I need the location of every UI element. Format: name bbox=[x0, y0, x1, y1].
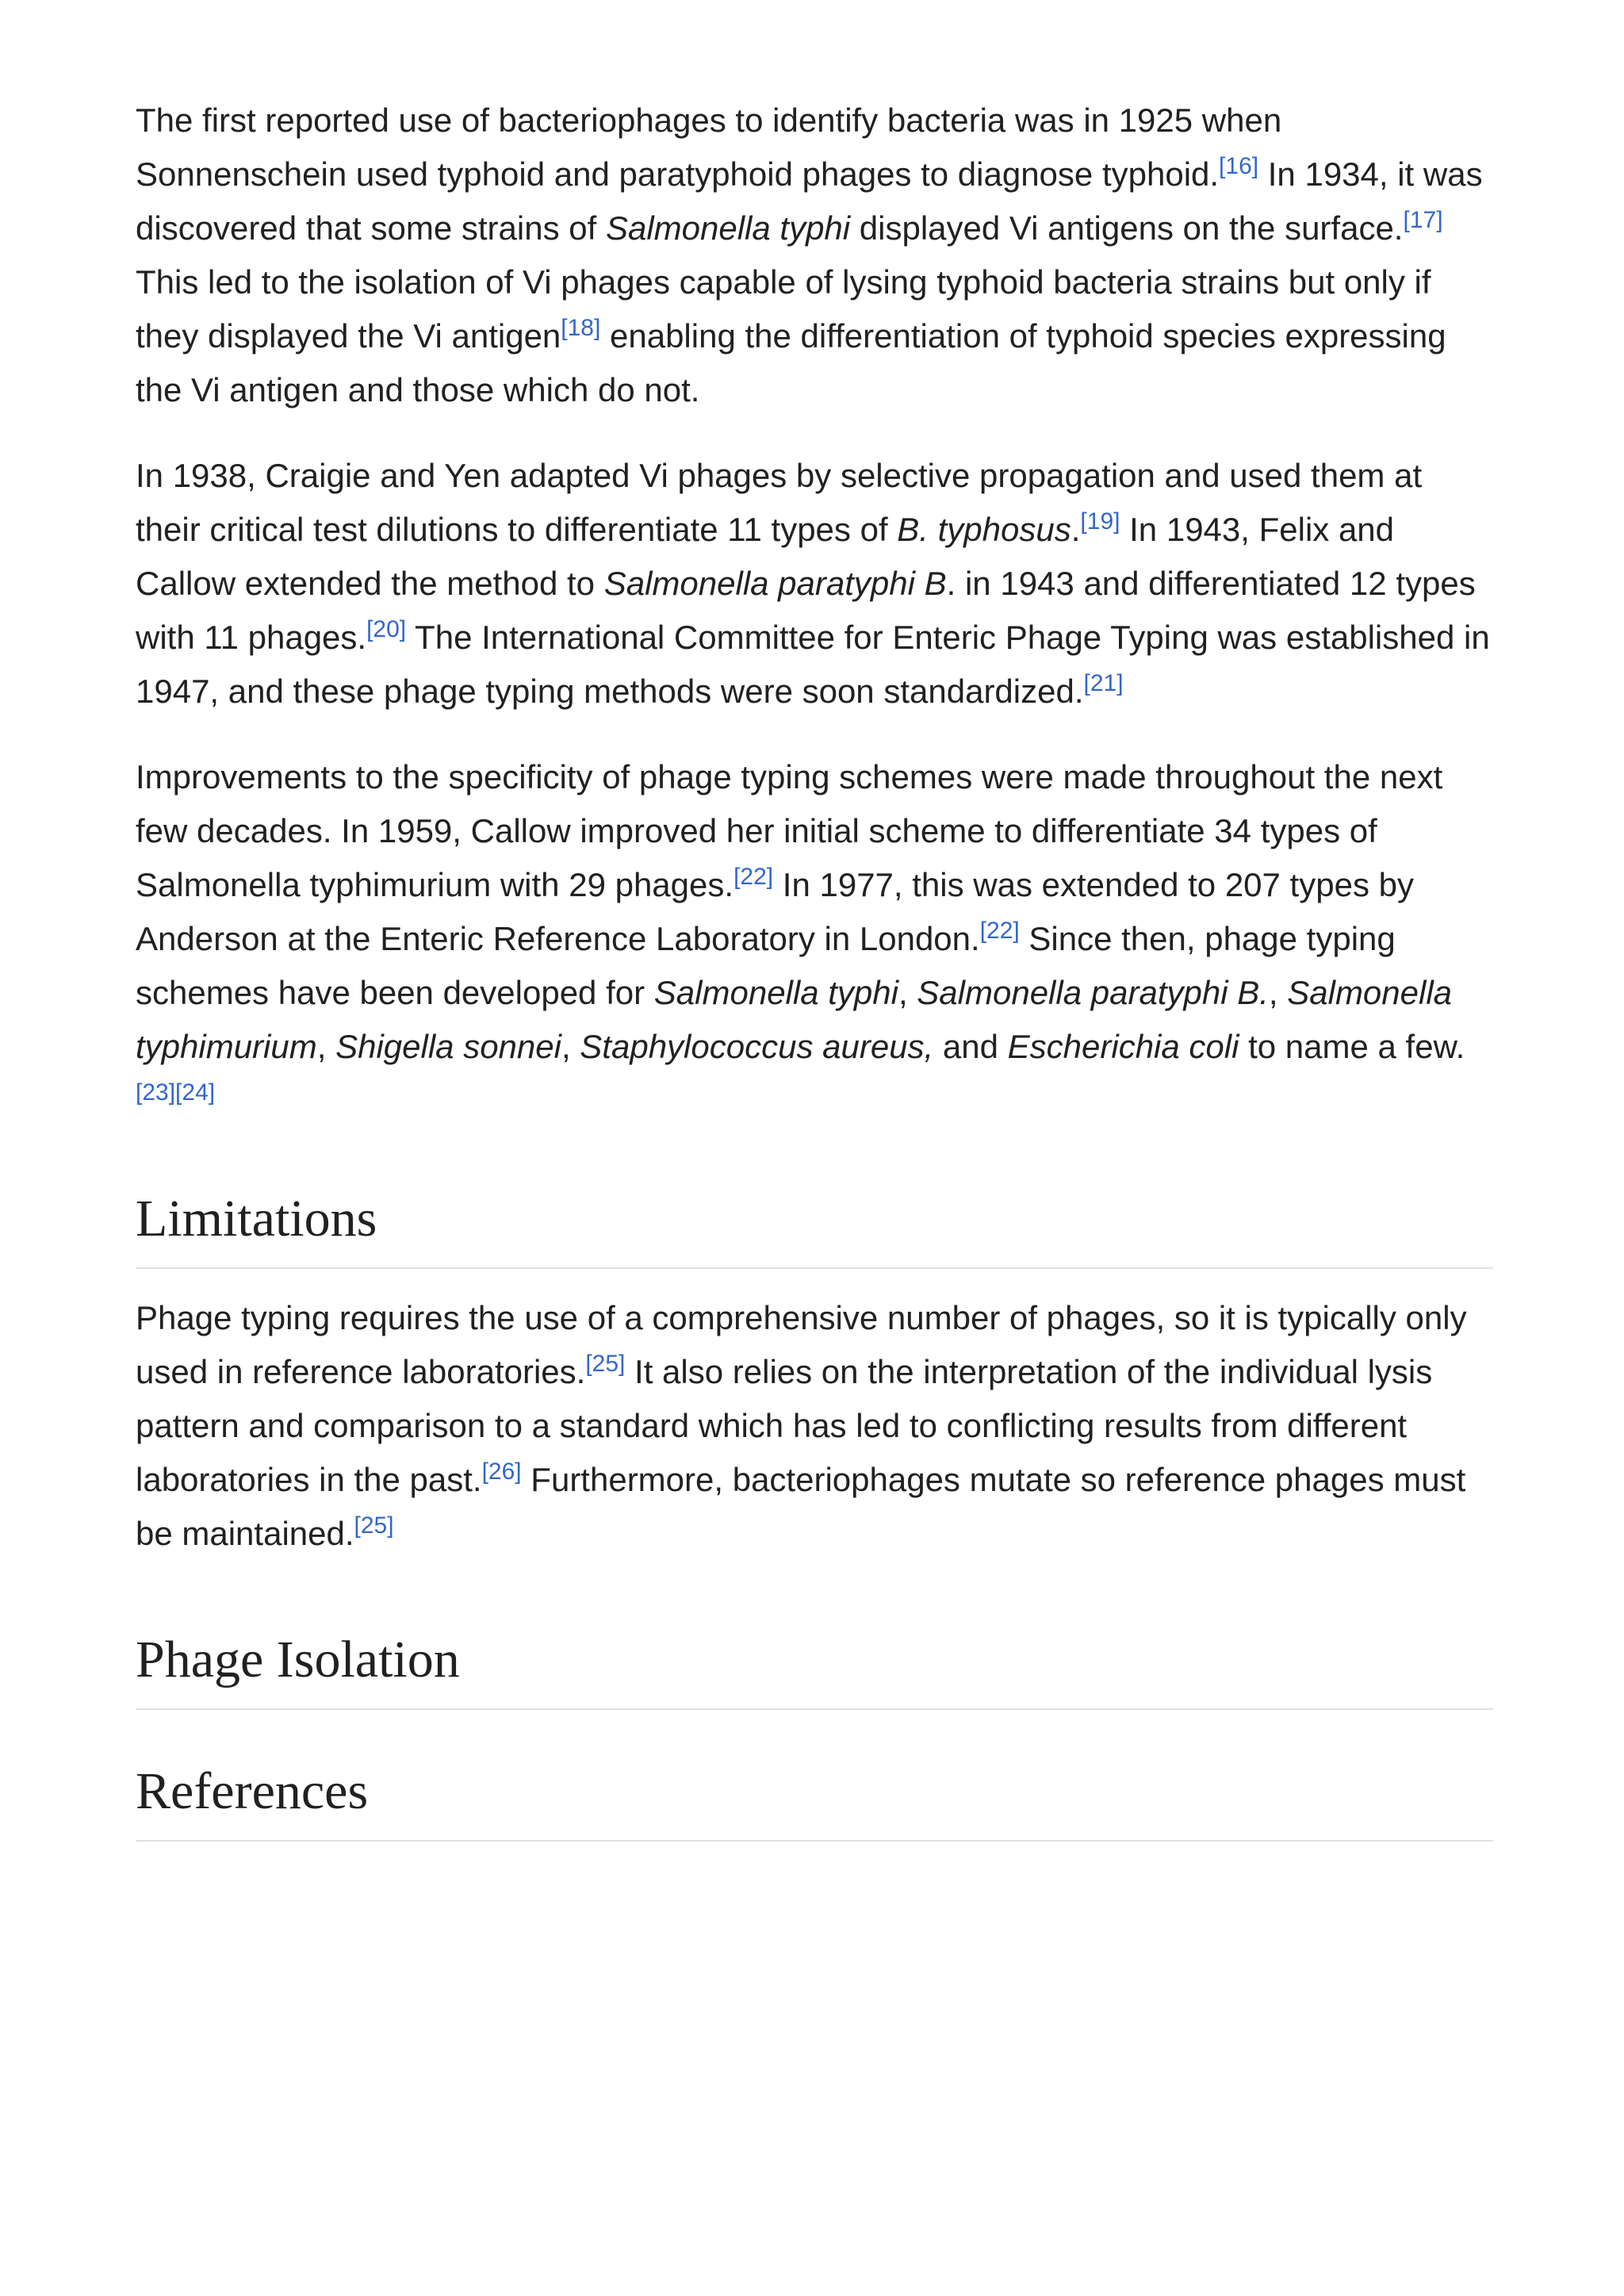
species-name: Staphylococcus aureus, bbox=[580, 1028, 934, 1065]
citation-24[interactable] bbox=[175, 1079, 215, 1106]
text: It also relies on the interpretation of the individual lysis pattern and comparison to a standard which has led to conflicting results from different laboratories in the past. bbox=[136, 1353, 1433, 1498]
citation-23[interactable] bbox=[136, 1079, 175, 1106]
species-name: Salmonella paratyphi B bbox=[603, 565, 947, 602]
citation-18[interactable] bbox=[561, 315, 600, 341]
text: The International Committee for Enteric Phage Typing was established in 1947, and these phage typing methods were soon standardized. bbox=[136, 619, 1490, 710]
text: Phage typing requires the use of a comprehensive number of phages, so it is typically only used in reference laboratories. bbox=[136, 1299, 1467, 1390]
species-name: Salmonella typhimurium bbox=[136, 974, 1453, 1065]
citation-link[interactable]: [21] bbox=[1083, 670, 1124, 696]
history-paragraph-2 bbox=[136, 449, 1493, 719]
citation-link[interactable]: [22] bbox=[979, 918, 1020, 944]
species-name: Escherichia coli bbox=[1007, 1028, 1239, 1065]
citation-link[interactable]: [16] bbox=[1219, 153, 1259, 179]
citation-link[interactable]: [24] bbox=[175, 1079, 216, 1106]
citation-17[interactable] bbox=[1403, 207, 1442, 233]
citation-21[interactable] bbox=[1084, 670, 1124, 696]
text: enabling the differentiation of typhoid species expressing the Vi antigen and those which do not. bbox=[136, 317, 1446, 408]
citation-link[interactable]: [22] bbox=[733, 864, 774, 890]
citation-link[interactable]: [17] bbox=[1403, 207, 1443, 233]
text: displayed Vi antigens on the surface. bbox=[850, 209, 1404, 247]
citation-19[interactable] bbox=[1080, 508, 1120, 535]
citation-20[interactable] bbox=[366, 616, 406, 642]
text: Improvements to the specificity of phage typing schemes were made throughout the next few decades. In 1959, Callow improved her initial scheme to differentiate 34 types of Salmonella typhimurium with 29 phages. bbox=[136, 758, 1443, 903]
text: Furthermore, bacteriophages mutate so reference phages must be maintained. bbox=[136, 1461, 1466, 1552]
citation-link[interactable]: [23] bbox=[136, 1079, 176, 1106]
species-name: Salmonella paratyphi B. bbox=[917, 974, 1269, 1011]
text: . in 1943 and differentiated 12 types with 11 phages. bbox=[136, 565, 1476, 656]
species-name: Shigella sonnei bbox=[335, 1028, 561, 1065]
citation-25[interactable] bbox=[585, 1351, 625, 1377]
text: , bbox=[561, 1028, 580, 1065]
citation-link[interactable]: [19] bbox=[1080, 508, 1120, 535]
citation-22[interactable] bbox=[733, 864, 773, 890]
citation-link[interactable]: [25] bbox=[354, 1512, 394, 1539]
text: In 1943, Felix and Callow extended the method to bbox=[136, 511, 1395, 602]
section-heading-phage-isolation: Phage Isolation bbox=[136, 1624, 1493, 1710]
text: Since then, phage typing schemes have been developed for bbox=[136, 920, 1396, 1011]
species-name: Salmonella typhi bbox=[605, 209, 851, 247]
citation-link[interactable]: [20] bbox=[366, 616, 407, 642]
text: In 1938, Craigie and Yen adapted Vi phages by selective propagation and used them at their critical test dilutions to differentiate 11 types of bbox=[136, 457, 1423, 548]
text: to name a few. bbox=[1239, 1028, 1465, 1065]
text: , bbox=[1268, 974, 1288, 1011]
citation-link[interactable]: [25] bbox=[585, 1351, 626, 1377]
citation-22[interactable] bbox=[980, 918, 1020, 944]
text: This led to the isolation of Vi phages capable of lysing typhoid bacteria strains but only if they displayed the Vi antigen bbox=[136, 263, 1431, 355]
section-heading-references: References bbox=[136, 1756, 1493, 1842]
text: The first reported use of bacteriophages to identify bacteria was in 1925 when Sonnenschein used typhoid and paratyphoid phages to diagnose typhoid. bbox=[136, 102, 1282, 193]
history-paragraph-3 bbox=[136, 750, 1493, 1128]
history-paragraph-1 bbox=[136, 94, 1493, 417]
limitations-paragraph bbox=[136, 1291, 1493, 1561]
section-heading-limitations: Limitations bbox=[136, 1183, 1493, 1269]
species-name: B. typhosus bbox=[897, 511, 1071, 548]
citation-16[interactable] bbox=[1219, 153, 1258, 179]
text: In 1977, this was extended to 207 types by Anderson at the Enteric Reference Laboratory in London. bbox=[136, 866, 1414, 957]
text: , bbox=[316, 1028, 336, 1065]
text: In 1934, it was discovered that some strains of bbox=[136, 155, 1483, 247]
species-name: Salmonella typhi bbox=[653, 974, 898, 1011]
text: , bbox=[898, 974, 917, 1011]
citation-link[interactable]: [26] bbox=[481, 1458, 522, 1485]
article-content bbox=[136, 94, 1493, 1842]
citation-26[interactable] bbox=[482, 1458, 522, 1485]
citation-link[interactable]: [18] bbox=[561, 315, 601, 341]
text: . bbox=[1071, 511, 1081, 548]
citation-25[interactable] bbox=[354, 1512, 394, 1539]
text: and bbox=[933, 1028, 1008, 1065]
